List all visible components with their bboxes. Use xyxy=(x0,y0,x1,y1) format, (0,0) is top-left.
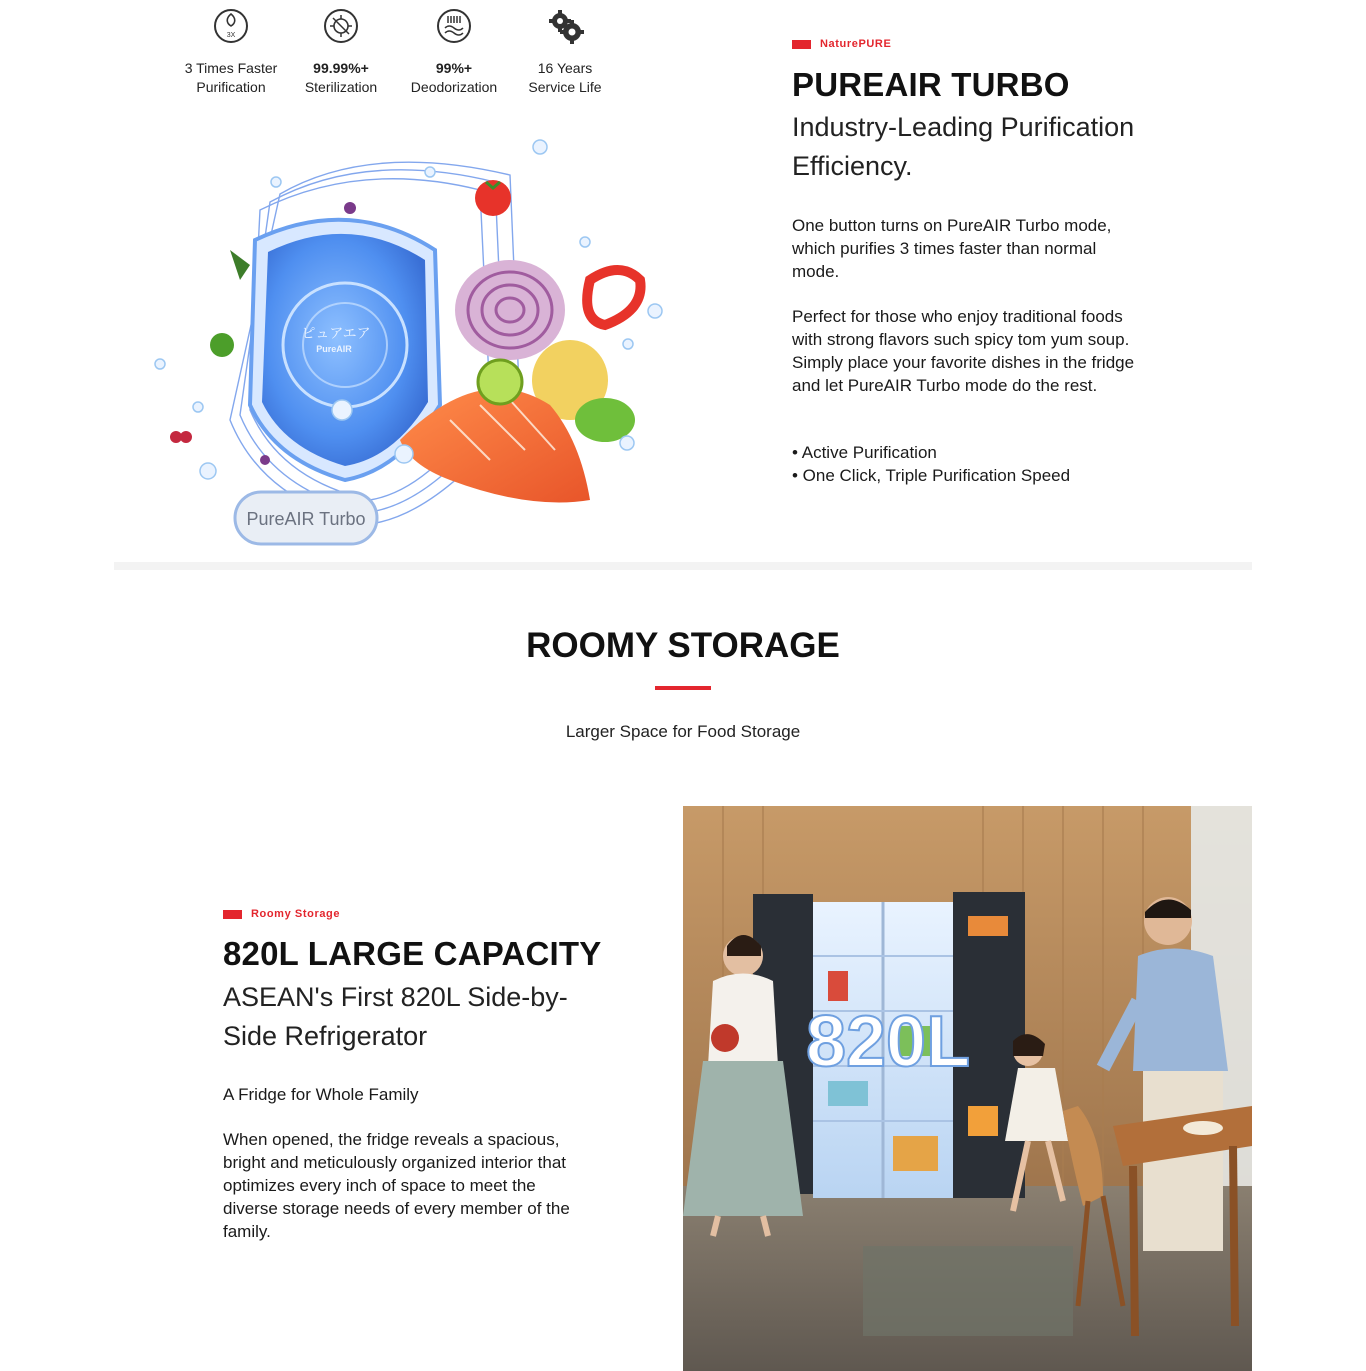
heading-underline xyxy=(655,686,711,690)
roomy-storage-subheading: Larger Space for Food Storage xyxy=(565,722,801,741)
feature-label-bottom: Sterilization xyxy=(304,79,378,95)
germ-icon xyxy=(210,333,234,357)
capacity-paragraph-1: A Fridge for Whole Family xyxy=(223,1085,419,1104)
capacity-overlay-label: 820L xyxy=(805,1002,971,1082)
capacity-tag xyxy=(223,908,340,920)
pureair-paragraph-1: One button turns on PureAIR Turbo mode, which purifies 3 times faster than normal mode. xyxy=(792,216,1112,281)
capacity-paragraph-2: When opened, the fridge reveals a spacious, bright and meticulously organized interior that optimizes every inch of space to meet the diverse storage needs of every member of the family. xyxy=(223,1130,570,1241)
pureair-paragraph-2: Perfect for those who enjoy traditional foods with strong flavors such spicy tom yum soup. Simply place your favorite dishes in the fridge and let PureAIR Turbo mode do the rest. xyxy=(792,307,1135,395)
feature-deodorization xyxy=(399,6,509,97)
roomy-storage-heading: ROOMY STORAGE xyxy=(526,626,840,665)
feature-service-life xyxy=(510,6,620,97)
svg-text:ピュアエア: ピュアエア xyxy=(301,326,371,342)
deodorization-icon xyxy=(434,6,474,46)
feature-label-top: 16 Years xyxy=(537,60,593,76)
feature-label-bottom: Deodorization xyxy=(410,79,498,95)
feature-label-bottom: Service Life xyxy=(528,79,602,95)
tag-bar xyxy=(223,910,242,919)
tag-bar xyxy=(792,40,811,49)
feature-icons-row xyxy=(176,6,616,106)
tomato-image xyxy=(475,180,511,216)
feature-label-top: 99%+ xyxy=(435,60,473,76)
pureair-illustration xyxy=(150,120,680,560)
capacity-subtitle: ASEAN's First 820L Side-by-Side Refrigerator xyxy=(223,982,568,1051)
section-divider xyxy=(114,562,1252,570)
pureair-bullet-list xyxy=(792,441,1152,487)
onion-image xyxy=(455,260,565,360)
pepper-image xyxy=(587,270,640,325)
pureair-tag xyxy=(792,38,891,50)
svg-text:3X: 3X xyxy=(226,32,236,39)
pureair-title: PUREAIR TURBO xyxy=(792,66,1070,103)
three-times-icon xyxy=(211,6,251,46)
capacity-tag-label: Roomy Storage xyxy=(251,908,341,920)
capacity-title: 820L LARGE CAPACITY xyxy=(223,935,602,972)
svg-text:PureAIR Turbo: PureAIR Turbo xyxy=(246,509,366,529)
lime-image xyxy=(478,360,522,404)
bullet-item: • Active Purification xyxy=(792,443,937,462)
svg-text:PureAIR: PureAIR xyxy=(316,344,352,354)
kitchen-photo xyxy=(683,806,1252,1371)
feature-faster-purification xyxy=(176,6,286,97)
bullet-item: • One Click, Triple Purification Speed xyxy=(792,466,1071,485)
feature-label-bottom: Purification xyxy=(196,79,266,95)
sterilization-icon xyxy=(321,6,361,46)
feature-label-top: 99.99%+ xyxy=(313,60,369,76)
gears-icon xyxy=(545,6,585,46)
pureair-subtitle: Industry-Leading Purification Efficiency. xyxy=(792,112,1135,181)
feature-label-top: 3 Times Faster xyxy=(184,60,278,76)
pureair-tag-label: NaturePURE xyxy=(820,38,892,50)
pureair-turbo-button xyxy=(235,492,377,544)
feature-sterilization xyxy=(286,6,396,97)
